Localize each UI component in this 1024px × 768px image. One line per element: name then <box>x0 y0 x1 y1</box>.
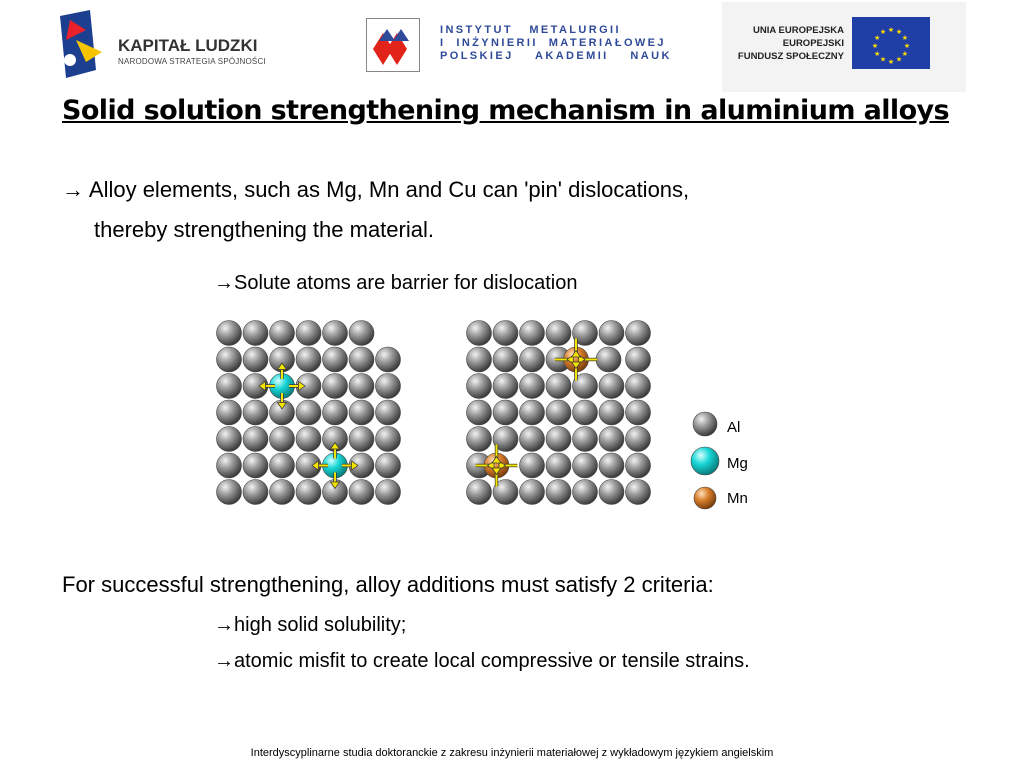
al-atom <box>520 480 545 505</box>
al-atom <box>217 321 242 346</box>
footer-text: Interdyscyplinarne studia doktoranckie z zakresu inżynierii materiałowej z wykładowym językiem angielskim <box>250 747 774 759</box>
al-atom <box>573 480 598 505</box>
eu-star-icon: ★ <box>874 34 881 42</box>
al-atom <box>217 400 242 425</box>
eu-star-icon: ★ <box>901 50 908 58</box>
al-atom <box>573 400 598 425</box>
eu-fund-name <box>728 24 844 63</box>
al-atom <box>467 400 492 425</box>
eu-flag-icon <box>852 17 930 69</box>
al-atom <box>626 374 651 399</box>
al-atom <box>599 321 624 346</box>
institute-name-line-2: I INŻYNIERII MATERIAŁOWEJ <box>440 37 666 49</box>
al-atom <box>599 453 624 478</box>
al-atom <box>323 321 348 346</box>
al-atom <box>376 347 401 372</box>
al-atom <box>573 427 598 452</box>
eu-star-icon: ★ <box>895 28 903 36</box>
eu-star-icon: ★ <box>874 50 881 58</box>
al-atom <box>323 347 348 372</box>
al-atom <box>520 400 545 425</box>
al-atom <box>296 480 321 505</box>
al-atom <box>296 347 321 372</box>
al-atom <box>493 347 518 372</box>
al-atom <box>349 347 374 372</box>
eu-line-3: FUNDUSZ SPOŁECZNY <box>737 51 844 62</box>
al-atom <box>243 427 268 452</box>
al-atom <box>243 453 268 478</box>
institute-name-line-3: POLSKIEJ AKADEMII NAUK <box>440 50 672 62</box>
al-atom <box>493 374 518 399</box>
al-atom <box>546 453 571 478</box>
al-atom <box>599 400 624 425</box>
al-atom <box>626 480 651 505</box>
eu-star-icon: ★ <box>887 58 895 66</box>
al-atom <box>349 374 374 399</box>
al-atom <box>349 480 374 505</box>
al-atom <box>349 427 374 452</box>
institute-name-line-1: INSTYTUT METALURGII <box>440 24 621 36</box>
bullet-alloy-elements-line-2: thereby strengthening the material. <box>94 217 434 242</box>
al-atom <box>217 453 242 478</box>
al-atom <box>520 321 545 346</box>
al-atom <box>546 427 571 452</box>
al-atom <box>243 400 268 425</box>
al-atom <box>217 427 242 452</box>
criterion-solubility: →high solid solubility; <box>214 614 407 636</box>
al-atom <box>217 347 242 372</box>
al-atom <box>599 374 624 399</box>
al-atom <box>467 374 492 399</box>
al-atom <box>493 400 518 425</box>
legend-label-mn: Mn <box>727 490 748 507</box>
al-atom <box>546 374 571 399</box>
al-atom <box>243 347 268 372</box>
bullet-alloy-elements-line-1: → Alloy elements, such as Mg, Mn and Cu can 'pin' dislocations, <box>62 177 690 202</box>
al-atom <box>243 480 268 505</box>
eu-line-1: UNIA EUROPEJSKA <box>753 25 844 36</box>
kapital-ludzki-subtitle: NARODOWA STRATEGIA SPÓJNOŚCI <box>118 57 266 66</box>
al-atom <box>626 347 651 372</box>
al-atom <box>270 480 295 505</box>
al-atom <box>467 480 492 505</box>
al-atom <box>626 321 651 346</box>
solute-atom-lattice-diagram <box>205 312 765 522</box>
institute-logo <box>366 18 420 72</box>
sub-bullet-solute-atoms: →Solute atoms are barrier for dislocation <box>214 272 578 294</box>
legend-mn-atom-icon <box>694 487 716 509</box>
legend-label-al: Al <box>727 419 741 436</box>
lattice-right <box>467 321 651 505</box>
eu-star-icon: ★ <box>879 28 887 36</box>
criteria-intro: For successful strengthening, alloy additions must satisfy 2 criteria: <box>62 572 714 597</box>
al-atom <box>323 374 348 399</box>
al-atom <box>270 453 295 478</box>
al-atom <box>270 427 295 452</box>
al-atom <box>467 321 492 346</box>
al-atom <box>599 480 624 505</box>
eu-star-icon: ★ <box>879 56 887 64</box>
legend-label-mg: Mg <box>727 455 748 472</box>
al-atom <box>546 321 571 346</box>
al-atom <box>217 374 242 399</box>
slide-title: Solid solution strengthening mechanism in aluminium alloys <box>62 95 949 126</box>
al-atom <box>296 427 321 452</box>
al-atom <box>546 480 571 505</box>
al-atom <box>376 374 401 399</box>
al-atom <box>376 427 401 452</box>
al-atom <box>626 400 651 425</box>
al-atom <box>296 321 321 346</box>
al-atom <box>467 427 492 452</box>
al-atom <box>546 400 571 425</box>
al-atom <box>626 427 651 452</box>
eu-star-icon: ★ <box>903 42 911 50</box>
eu-star-icon: ★ <box>901 34 908 42</box>
bullet-alloy-elements <box>62 170 689 250</box>
al-atom <box>376 453 401 478</box>
atom-legend <box>691 412 719 509</box>
kapital-ludzki-logo <box>56 10 108 82</box>
eu-star-icon: ★ <box>871 42 879 50</box>
al-atom <box>376 480 401 505</box>
eu-star-icon: ★ <box>895 56 903 64</box>
al-atom <box>376 400 401 425</box>
institute-name <box>440 24 672 63</box>
al-atom <box>599 427 624 452</box>
al-atom <box>520 453 545 478</box>
eu-line-2: EUROPEJSKI <box>782 38 844 49</box>
al-atom <box>520 427 545 452</box>
al-atom <box>243 321 268 346</box>
al-atom <box>467 347 492 372</box>
al-atom <box>520 347 545 372</box>
al-atom <box>493 321 518 346</box>
al-atom <box>296 400 321 425</box>
al-atom <box>573 453 598 478</box>
lattice-left <box>217 321 401 505</box>
legend-mg-atom-icon <box>691 447 719 475</box>
al-atom <box>596 347 621 372</box>
kapital-ludzki-title: KAPITAŁ LUDZKI <box>118 36 258 55</box>
legend-al-atom-icon <box>693 412 717 436</box>
al-atom <box>349 321 374 346</box>
eu-star-icon: ★ <box>887 26 895 34</box>
institute-logo-mark <box>367 19 419 71</box>
al-atom <box>349 400 374 425</box>
criterion-atomic-misfit: →atomic misfit to create local compressive or tensile strains. <box>214 650 750 672</box>
al-atom <box>270 321 295 346</box>
al-atom <box>217 480 242 505</box>
al-atom <box>626 453 651 478</box>
al-atom <box>520 374 545 399</box>
eu-stars <box>852 17 930 69</box>
al-atom <box>323 400 348 425</box>
